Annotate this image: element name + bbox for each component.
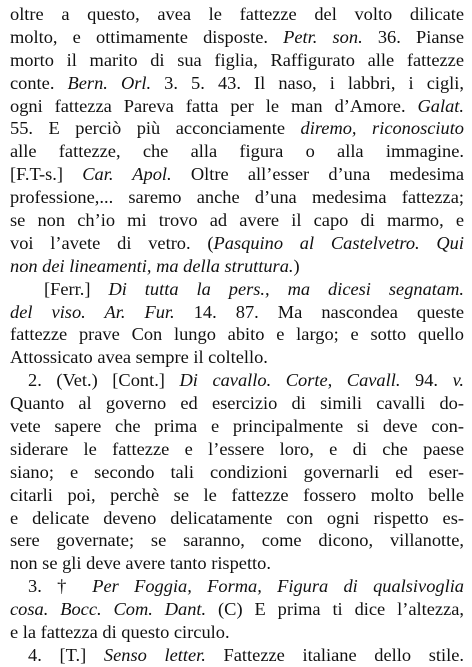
text-line (10, 255, 464, 278)
text-line (10, 163, 464, 186)
text-line (10, 552, 464, 575)
text-line (10, 3, 464, 26)
text-segment: voi l’avete di vetro. ( (10, 232, 214, 253)
text-line (10, 621, 464, 644)
text-segment: (C) E prima ti dice l’altezza, (206, 599, 464, 620)
text-line (10, 529, 464, 552)
text-segment: non se gli deve avere tanto rispetto. (10, 553, 271, 574)
text-segment: fattezze prave Con lungo abito e largo; e sotto quello (10, 324, 464, 345)
text-segment: se non ch’io mi trovo ad avere il capo di marmo, e (10, 210, 464, 231)
text-segment: Oltre all’esser d’una medesima (171, 164, 464, 185)
text-segment: sere governate; se saranno, come dicono, villanotte, (10, 530, 464, 551)
italic-segment: Pasquino al Castelvetro. Qui (213, 232, 464, 253)
text-line (10, 26, 464, 49)
text-line (10, 461, 464, 484)
text-line (10, 278, 464, 301)
text-segment: morto il marito di sua figlia, Raffigurato alle fattezze (10, 49, 464, 70)
text-segment: professione,... saremo anche d’una medesima fattezza; (10, 187, 464, 208)
text-segment: conte. (10, 72, 68, 93)
italic-segment: Car. Apol. (82, 164, 172, 185)
text-line (10, 140, 464, 163)
text-line (10, 186, 464, 209)
text-segment: Fattezze italiane dello stile. (205, 644, 464, 665)
text-segment: 14. 87. Ma nascondea queste (174, 301, 464, 322)
text-segment: e delicate deveno delicatamente con ogni rispetto es- (10, 507, 464, 528)
text-line (10, 369, 464, 392)
text-segment: 94. (400, 370, 453, 391)
text-segment: 36. Pianse (362, 26, 464, 47)
text-line (10, 392, 464, 415)
text-segment: citarli poi, perchè se le fattezze fossero molto belle (10, 484, 464, 505)
italic-segment: del viso. Ar. Fur. (10, 301, 175, 322)
text-line (10, 598, 464, 621)
text-segment: vete sapere che prima e principalmente si deve con- (10, 416, 464, 437)
text-line (10, 72, 464, 95)
italic-segment: v. (452, 370, 464, 391)
text-segment: Attossicato avea sempre il coltello. (10, 347, 268, 368)
italic-segment: non dei lineamenti, ma della struttura. (10, 255, 294, 276)
text-line (10, 438, 464, 461)
italic-segment: cosa. Bocc. Com. Dant. (10, 599, 207, 620)
text-segment: 3. † (28, 576, 93, 597)
text-segment: ) (293, 255, 300, 276)
text-line (10, 484, 464, 507)
text-line (10, 323, 464, 346)
text-line (10, 117, 464, 140)
italic-segment: Di tutta la pers., ma dicesi segnatam. (108, 278, 464, 299)
text-segment: ogni fattezza Pareva fatta per le man d’Amore. (10, 95, 418, 116)
italic-segment: Bern. Orl. (67, 72, 152, 93)
text-line (10, 95, 464, 118)
text-segment: molto, e ottimamente disposte. (10, 26, 284, 47)
text-segment: [F.T-s.] (10, 164, 83, 185)
text-segment: Quanto al governo ed esercizio di simili cavalli do- (10, 393, 464, 414)
text-line (10, 209, 464, 232)
text-line (10, 301, 464, 324)
text-segment: 4. [T.] (28, 644, 104, 665)
italic-segment: Per Foggia, Forma, Figura di qualsivoglia (92, 576, 464, 597)
text-line (10, 415, 464, 438)
text-segment: 55. E perciò più acconciamente (10, 118, 301, 139)
text-line (10, 507, 464, 530)
text-line (10, 49, 464, 72)
italic-segment: Di cavallo. Corte, Cavall. (179, 370, 401, 391)
text-segment: siderare le fattezze e l’essere loro, e di che paese (10, 438, 464, 459)
italic-segment: Galat. (417, 95, 464, 116)
italic-segment: diremo, riconosciuto (300, 118, 464, 139)
text-line (10, 232, 464, 255)
text-segment: [Ferr.] (44, 278, 109, 299)
italic-segment: Senso letter. (103, 644, 206, 665)
text-segment: e la fattezza di questo circulo. (10, 622, 230, 643)
text-line (10, 346, 464, 369)
text-segment: 2. (Vet.) [Cont.] (28, 370, 180, 391)
text-segment: oltre a questo, avea le fattezze del volto dilicate (10, 4, 464, 24)
italic-segment: Petr. son. (283, 26, 363, 47)
text-segment: siano; e secondo tali condizioni governarli ed eser- (10, 461, 464, 482)
text-line (10, 644, 464, 667)
text-segment: 3. 5. 43. Il naso, i labbri, i cigli, (151, 72, 464, 93)
text-line (10, 575, 464, 598)
text-segment: alle fattezze, che alla figura o alla immagine. (10, 141, 464, 162)
